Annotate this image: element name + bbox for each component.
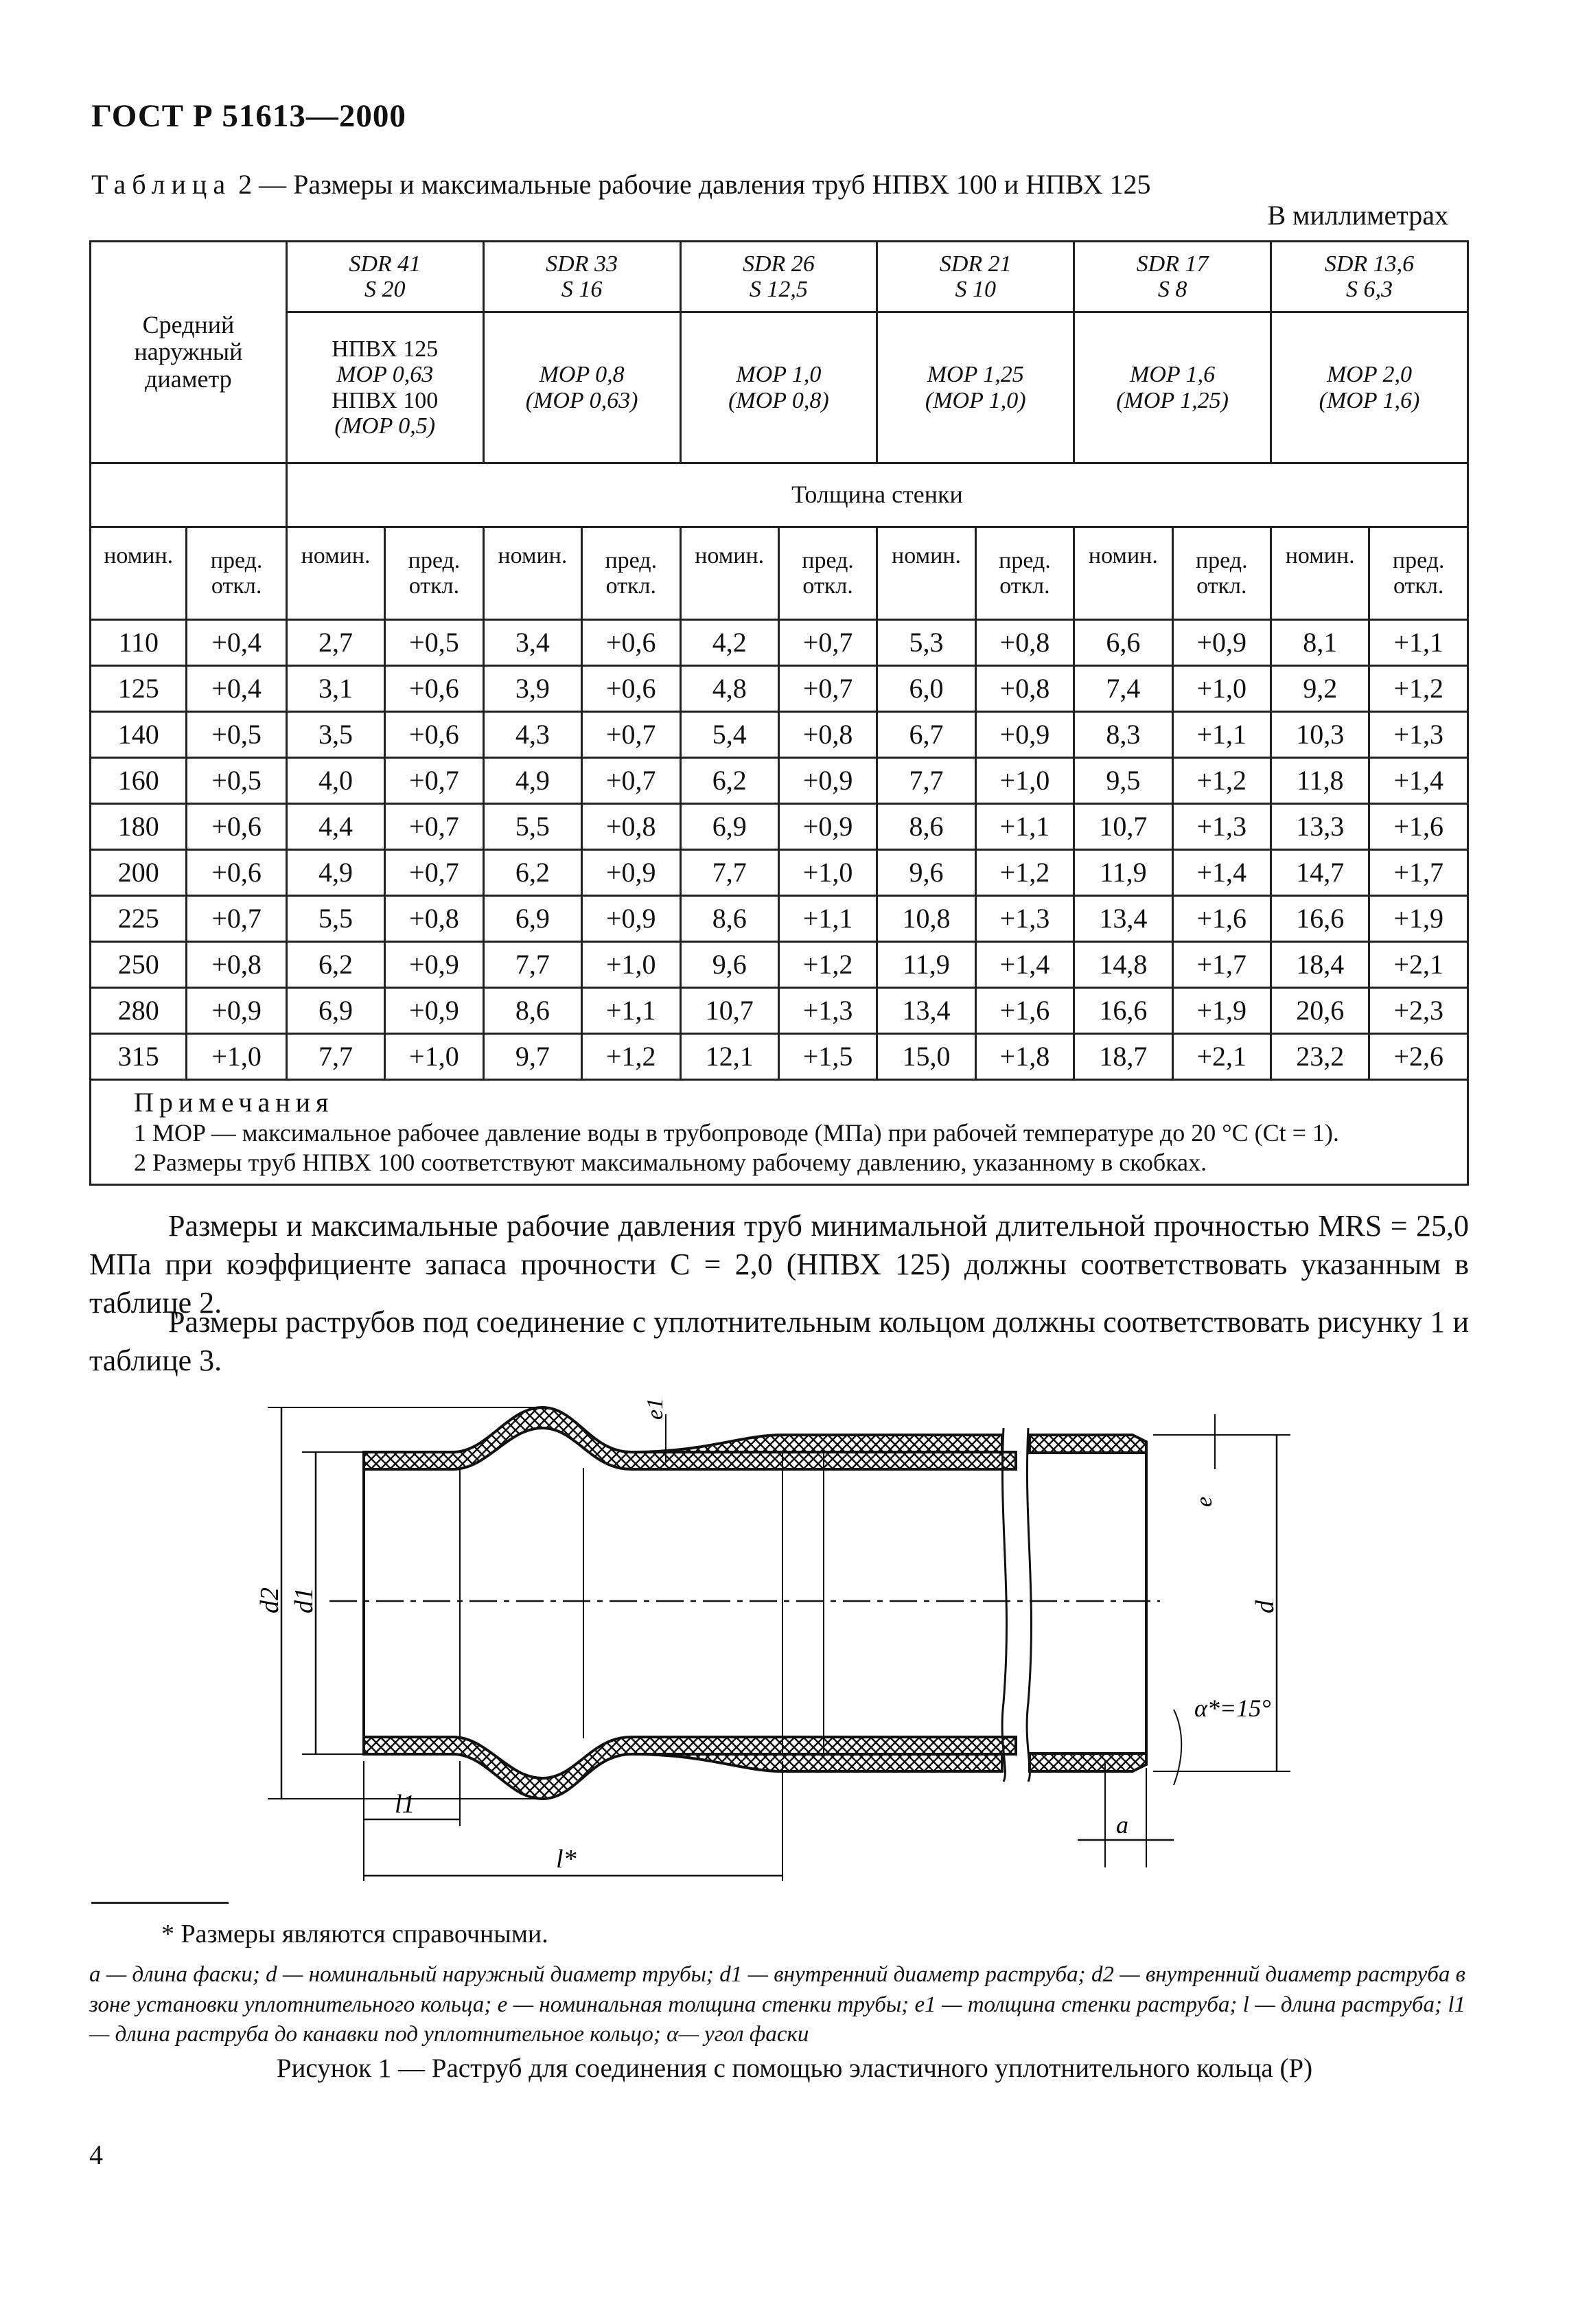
value-cell: +1,0 (778, 850, 877, 896)
value-cell: 9,7 (483, 1034, 581, 1080)
value-cell: 6,9 (483, 896, 581, 942)
value-cell: 13,3 (1271, 804, 1369, 850)
value-cell: +0,6 (187, 850, 286, 896)
value-cell: 3,5 (286, 712, 384, 758)
table-caption-prefix: Таблица (91, 169, 232, 200)
value-cell: 20,6 (1271, 988, 1369, 1034)
note-1: 1 MOP — максимальное рабочее давление воды в трубопроводе (МПа) при рабочей температуре до 20 °С (Ct = 1). (134, 1119, 1339, 1147)
value-cell: +0,5 (187, 712, 286, 758)
figure-legend: a — длина фаски; d — номинальный наружный диаметр трубы; d1 — внутренний диаметр раструба; d2 — внутренний диаметр раструба в зоне установки уплотнительного кольца; e — номинальная толщина стенки трубы; e1 — толщина стенки раструба; l — длина раструба; l1 — длина раструба до канавки под уплотнительное кольцо; α— угол фаски (89, 1962, 1465, 2047)
l-label: l* (556, 1845, 577, 1874)
deviation-header (187, 527, 286, 620)
value-cell: +1,3 (975, 896, 1074, 942)
value-cell: 14,8 (1074, 942, 1172, 988)
value-cell: +1,9 (1172, 988, 1271, 1034)
value-cell: +0,9 (187, 988, 286, 1034)
mop-line: НПВХ 100 (332, 387, 439, 413)
sdr-label: SDR 17 (1136, 251, 1209, 277)
value-cell: 7,7 (483, 942, 581, 988)
value-cell: +1,1 (778, 896, 877, 942)
value-cell: +1,1 (1172, 712, 1271, 758)
deviation-line: откл. (1393, 573, 1444, 599)
nominal-header: номин. (91, 527, 187, 620)
header-row-subcols (91, 527, 1468, 620)
header-row-wall (91, 463, 1468, 527)
value-cell: +0,6 (385, 666, 483, 712)
deviation-line: пред. (408, 547, 461, 573)
value-cell: +1,2 (778, 942, 877, 988)
value-cell: 9,5 (1074, 758, 1172, 804)
value-cell: +2,6 (1369, 1034, 1468, 1080)
deviation-header (778, 527, 877, 620)
value-cell: +1,2 (975, 850, 1074, 896)
value-cell: +1,2 (1172, 758, 1271, 804)
value-cell: +0,8 (187, 942, 286, 988)
value-cell: +1,3 (1369, 712, 1468, 758)
diameter-header-cell (91, 242, 287, 463)
value-cell: 18,4 (1271, 942, 1369, 988)
value-cell: +1,1 (582, 988, 680, 1034)
value-cell: 3,1 (286, 666, 384, 712)
value-cell: 12,1 (680, 1034, 778, 1080)
nominal-header: номин. (680, 527, 778, 620)
diameter-cell: 125 (91, 666, 187, 712)
value-cell: +2,3 (1369, 988, 1468, 1034)
deviation-line: пред. (802, 547, 854, 573)
value-cell: 5,5 (286, 896, 384, 942)
value-cell: 9,6 (877, 850, 975, 896)
value-cell: +1,8 (975, 1034, 1074, 1080)
nominal-header: номин. (1074, 527, 1172, 620)
sdr-label: SDR 41 (349, 251, 421, 277)
value-cell: 13,4 (1074, 896, 1172, 942)
value-cell: 6,2 (483, 850, 581, 896)
s-label: S 6,3 (1345, 277, 1393, 302)
value-cell: +0,9 (975, 712, 1074, 758)
value-cell: 7,7 (286, 1034, 384, 1080)
value-cell: 10,3 (1271, 712, 1369, 758)
value-cell: +1,6 (1172, 896, 1271, 942)
value-cell: +1,7 (1172, 942, 1271, 988)
value-cell: 4,4 (286, 804, 384, 850)
value-cell: 6,7 (877, 712, 975, 758)
notes-row (91, 1080, 1468, 1185)
value-cell: +0,4 (187, 666, 286, 712)
table-row (91, 896, 1468, 942)
value-cell: 18,7 (1074, 1034, 1172, 1080)
mop-line: MOP 1,0 (736, 362, 822, 388)
deviation-line: пред. (210, 547, 263, 573)
value-cell: 6,9 (286, 988, 384, 1034)
alpha-arc (1174, 1710, 1181, 1785)
value-cell: +1,6 (1369, 804, 1468, 850)
diameter-cell: 110 (91, 620, 187, 666)
sdr-label: SDR 21 (939, 251, 1012, 277)
document-header: ГОСТ Р 51613—2000 (91, 98, 406, 134)
value-cell: 10,7 (680, 988, 778, 1034)
deviation-line: откл. (802, 573, 853, 599)
value-cell: 9,2 (1271, 666, 1369, 712)
sdr-label: SDR 26 (743, 251, 815, 277)
mop-header-cell (286, 312, 483, 463)
table-caption-text: 2 — Размеры и максимальные рабочие давления труб НПВХ 100 и НПВХ 125 (231, 169, 1151, 200)
value-cell: +1,9 (1369, 896, 1468, 942)
value-cell: 8,3 (1074, 712, 1172, 758)
deviation-line: пред. (1392, 547, 1445, 573)
value-cell: +1,2 (1369, 666, 1468, 712)
value-cell: +0,7 (187, 896, 286, 942)
deviation-line: пред. (1195, 547, 1248, 573)
alpha-label: α*=15° (1194, 1694, 1271, 1722)
header-row-mop (91, 312, 1468, 463)
value-cell: 9,6 (680, 942, 778, 988)
deviation-line: откл. (1196, 573, 1247, 599)
value-cell: +0,6 (582, 666, 680, 712)
sdr-header-cell (680, 242, 877, 312)
value-cell: +0,5 (187, 758, 286, 804)
value-cell: 4,2 (680, 620, 778, 666)
d-label: d (1251, 1600, 1279, 1613)
diameter-cell: 200 (91, 850, 187, 896)
value-cell: 3,4 (483, 620, 581, 666)
table-row (91, 942, 1468, 988)
mop-line: MOP 0,63 (336, 362, 434, 388)
value-cell: +0,6 (582, 620, 680, 666)
value-cell: 6,9 (680, 804, 778, 850)
diameter-cell: 225 (91, 896, 187, 942)
socket-drawing (255, 1387, 1332, 1909)
value-cell: 6,0 (877, 666, 975, 712)
value-cell: +0,8 (778, 712, 877, 758)
value-cell: 5,4 (680, 712, 778, 758)
table-row (91, 988, 1468, 1034)
value-cell: +0,8 (385, 896, 483, 942)
value-cell: +1,4 (1172, 850, 1271, 896)
value-cell: 8,6 (483, 988, 581, 1034)
sdr-label: SDR 33 (546, 251, 618, 277)
figure-caption: Рисунок 1 — Раструб для соединения с помощью эластичного уплотнительного кольца (Р) (276, 2053, 1313, 2083)
value-cell: +0,9 (385, 988, 483, 1034)
value-cell: 5,5 (483, 804, 581, 850)
break-line-2 (1027, 1428, 1031, 1782)
sdr-header-cell (877, 242, 1074, 312)
value-cell: +0,9 (582, 850, 680, 896)
value-cell: 4,8 (680, 666, 778, 712)
value-cell: +1,2 (582, 1034, 680, 1080)
value-cell: +1,4 (975, 942, 1074, 988)
deviation-header (582, 527, 680, 620)
a-label: a (1116, 1811, 1128, 1839)
table-row (91, 850, 1468, 896)
note-2: 2 Размеры труб НПВХ 100 соответствуют максимальному рабочему давлению, указанному в скобках. (134, 1148, 1207, 1176)
table-caption (91, 168, 1151, 200)
deviation-line: откл. (605, 573, 656, 599)
value-cell: +0,6 (385, 712, 483, 758)
value-cell: +0,7 (582, 712, 680, 758)
value-cell: +0,9 (778, 758, 877, 804)
mop-line: MOP 2,0 (1326, 362, 1412, 388)
value-cell: +1,0 (582, 942, 680, 988)
value-cell: 2,7 (286, 620, 384, 666)
mop-header-cell (1271, 312, 1468, 463)
footnote: * Размеры являются справочными. (161, 1920, 548, 1948)
value-cell: 11,8 (1271, 758, 1369, 804)
mop-line: MOP 0,8 (539, 362, 625, 388)
break-line-1 (1002, 1428, 1006, 1782)
wall-thickness-header: Толщина стенки (286, 463, 1468, 527)
s-label: S 8 (1157, 277, 1187, 302)
value-cell: 11,9 (877, 942, 975, 988)
sdr-header-cell (286, 242, 483, 312)
value-cell: 8,6 (877, 804, 975, 850)
value-cell: 8,1 (1271, 620, 1369, 666)
deviation-header (385, 527, 483, 620)
l1-label: l1 (395, 1790, 415, 1819)
value-cell: +1,3 (1172, 804, 1271, 850)
value-cell: 7,7 (680, 850, 778, 896)
value-cell: +1,0 (187, 1034, 286, 1080)
notes-title: Примечания (134, 1087, 334, 1118)
header-row-sdr (91, 242, 1468, 312)
s-label: S 12,5 (749, 277, 808, 302)
mop-header-cell (483, 312, 680, 463)
deviation-header (975, 527, 1074, 620)
s-label: S 10 (955, 277, 996, 302)
mop-line: (MOP 1,0) (925, 387, 1026, 413)
value-cell: 6,2 (680, 758, 778, 804)
value-cell: +0,7 (582, 758, 680, 804)
value-cell: +0,7 (385, 758, 483, 804)
diameter-cell: 140 (91, 712, 187, 758)
value-cell: 7,4 (1074, 666, 1172, 712)
value-cell: +0,7 (778, 620, 877, 666)
value-cell: 11,9 (1074, 850, 1172, 896)
value-cell: +0,7 (385, 804, 483, 850)
pipe-taper-top (631, 1435, 1002, 1452)
value-cell: 13,4 (877, 988, 975, 1034)
value-cell: +0,4 (187, 620, 286, 666)
value-cell: 16,6 (1074, 988, 1172, 1034)
nominal-header: номин. (1271, 527, 1369, 620)
value-cell: +1,0 (975, 758, 1074, 804)
e-label: e (1192, 1496, 1217, 1507)
value-cell: +2,1 (1369, 942, 1468, 988)
value-cell: 5,3 (877, 620, 975, 666)
mop-header-cell (1074, 312, 1271, 463)
value-cell: 4,0 (286, 758, 384, 804)
diameter-cell: 280 (91, 988, 187, 1034)
value-cell: 6,2 (286, 942, 384, 988)
mop-line: MOP 1,25 (927, 362, 1024, 388)
value-cell: 10,8 (877, 896, 975, 942)
empty-cell (91, 463, 287, 527)
mop-header-cell (680, 312, 877, 463)
table-row (91, 804, 1468, 850)
d2-label: d2 (255, 1587, 284, 1613)
value-cell: +0,9 (385, 942, 483, 988)
mop-line: MOP 1,6 (1130, 362, 1216, 388)
value-cell: +1,5 (778, 1034, 877, 1080)
footnote-rule (91, 1902, 229, 1904)
value-cell: +0,8 (975, 620, 1074, 666)
mop-line: (MOP 1,25) (1116, 387, 1229, 413)
notes-cell (91, 1080, 1468, 1185)
table-row (91, 1034, 1468, 1080)
value-cell: +0,7 (385, 850, 483, 896)
pipe-taper-bottom (631, 1754, 1002, 1771)
paragraph-2: Размеры раструбов под соединение с уплотнительным кольцом должны соответствовать рисунку 1 и таблице 3. (89, 1305, 1469, 1377)
value-cell: 15,0 (877, 1034, 975, 1080)
value-cell: +1,0 (1172, 666, 1271, 712)
diameter-header-text: Средний наружный диаметр (134, 310, 243, 393)
table-row (91, 712, 1468, 758)
value-cell: 7,7 (877, 758, 975, 804)
deviation-header (1172, 527, 1271, 620)
deviation-line: пред. (999, 547, 1051, 573)
value-cell: +0,6 (187, 804, 286, 850)
deviation-line: откл. (211, 573, 262, 599)
value-cell: +0,8 (582, 804, 680, 850)
value-cell: 8,6 (680, 896, 778, 942)
sdr-header-cell (483, 242, 680, 312)
table-row (91, 758, 1468, 804)
mop-line: НПВХ 125 (332, 336, 439, 362)
mop-line: (MOP 1,6) (1319, 387, 1420, 413)
value-cell: 4,3 (483, 712, 581, 758)
value-cell: +0,5 (385, 620, 483, 666)
nominal-header: номин. (483, 527, 581, 620)
diameter-cell: 250 (91, 942, 187, 988)
sdr-label: SDR 13,6 (1324, 251, 1415, 277)
value-cell: 4,9 (286, 850, 384, 896)
value-cell: +0,9 (778, 804, 877, 850)
value-cell: +1,6 (975, 988, 1074, 1034)
deviation-line: пред. (605, 547, 658, 573)
value-cell: +1,1 (1369, 620, 1468, 666)
diameter-cell: 160 (91, 758, 187, 804)
value-cell: +0,9 (1172, 620, 1271, 666)
mop-header-cell (877, 312, 1074, 463)
value-cell: +0,7 (778, 666, 877, 712)
deviation-header (1369, 527, 1468, 620)
pipe-end-bottom (1030, 1753, 1146, 1771)
deviation-line: откл. (999, 573, 1050, 599)
table-row (91, 666, 1468, 712)
nominal-header: номин. (286, 527, 384, 620)
mop-line: (MOP 0,8) (728, 387, 829, 413)
units-note: В миллиметрах (1267, 200, 1448, 231)
deviation-line: откл. (408, 573, 460, 599)
value-cell: +1,4 (1369, 758, 1468, 804)
value-cell: +1,1 (975, 804, 1074, 850)
value-cell: 4,9 (483, 758, 581, 804)
mop-line: (MOP 0,5) (334, 413, 436, 439)
page-number: 4 (89, 2139, 103, 2170)
value-cell: +0,9 (582, 896, 680, 942)
value-cell: 10,7 (1074, 804, 1172, 850)
value-cell: +1,7 (1369, 850, 1468, 896)
value-cell: +1,3 (778, 988, 877, 1034)
s-label: S 20 (364, 277, 406, 302)
e1-label: e1 (642, 1397, 668, 1420)
sdr-header-cell (1271, 242, 1468, 312)
value-cell: 6,6 (1074, 620, 1172, 666)
value-cell: +2,1 (1172, 1034, 1271, 1080)
value-cell: 3,9 (483, 666, 581, 712)
value-cell: +1,0 (385, 1034, 483, 1080)
d1-label: d1 (290, 1587, 318, 1613)
dimensions-table (89, 240, 1469, 1186)
pipe-end-top (1030, 1435, 1146, 1453)
table-row (91, 620, 1468, 666)
value-cell: 14,7 (1271, 850, 1369, 896)
value-cell: +0,8 (975, 666, 1074, 712)
value-cell: 23,2 (1271, 1034, 1369, 1080)
diameter-cell: 180 (91, 804, 187, 850)
paragraph-1: Размеры и максимальные рабочие давления труб минимальной длительной прочностью MRS = 25,0 МПа при коэффициенте запаса прочности C = 2,0 (НПВХ 125) должны соответствовать указанным в таблице 2. (89, 1209, 1469, 1320)
sdr-header-cell (1074, 242, 1271, 312)
nominal-header: номин. (877, 527, 975, 620)
s-label: S 16 (561, 277, 603, 302)
value-cell: 16,6 (1271, 896, 1369, 942)
diameter-cell: 315 (91, 1034, 187, 1080)
mop-line: (MOP 0,63) (525, 387, 638, 413)
